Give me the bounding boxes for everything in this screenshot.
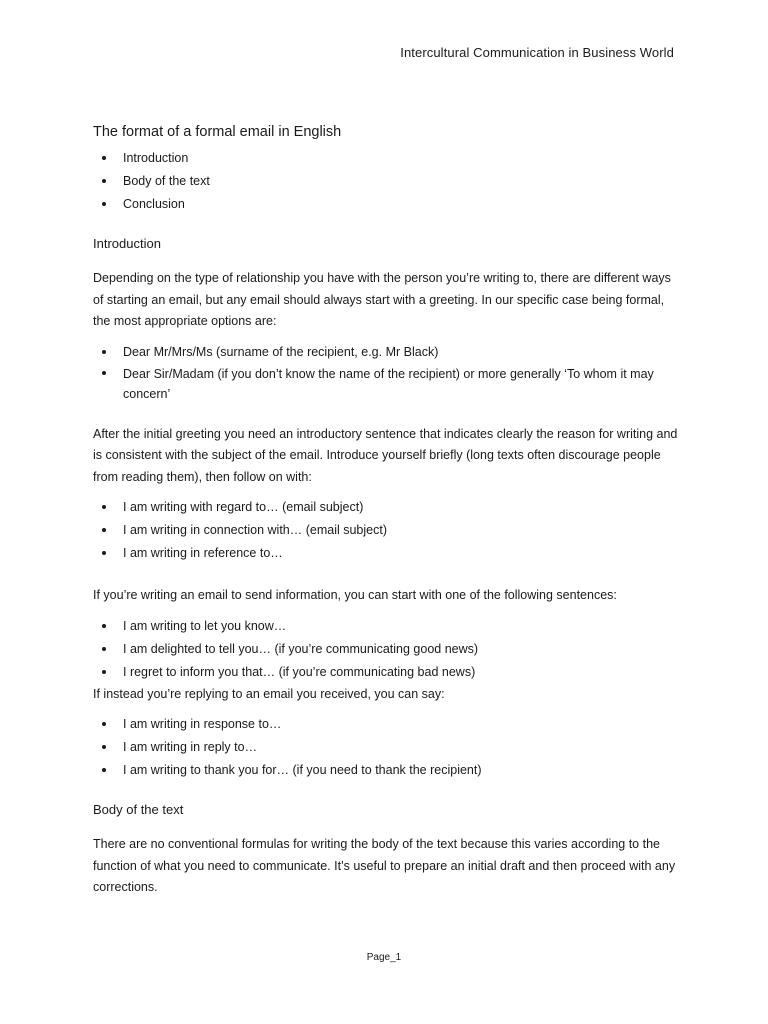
list-item: I am writing in reply to… bbox=[93, 736, 683, 759]
list-item: Introduction bbox=[93, 147, 683, 170]
send-info-list bbox=[93, 615, 683, 684]
list-item: Dear Sir/Madam (if you don’t know the name of the recipient) or more generally ‘To whom it may concern’ bbox=[93, 364, 683, 404]
running-header: Intercultural Communication in Business World bbox=[400, 45, 674, 60]
list-item: I am writing in connection with… (email subject) bbox=[93, 519, 683, 542]
document-title: The format of a formal email in English bbox=[93, 124, 342, 140]
list-item: I am delighted to tell you… (if you’re communicating good news) bbox=[93, 638, 683, 661]
list-item: Body of the text bbox=[93, 170, 683, 193]
section-heading-introduction: Introduction bbox=[93, 236, 161, 251]
section-heading-body: Body of the text bbox=[93, 802, 184, 817]
reply-list bbox=[93, 713, 683, 782]
list-item: I am writing to thank you for… (if you need to thank the recipient) bbox=[93, 759, 683, 782]
page-number: Page_1 bbox=[366, 952, 402, 963]
paragraph: There are no conventional formulas for writing the body of the text because this varies according to the function of what you need to communicate. It’s useful to prepare an initial draft and then proceed with any corrections. bbox=[93, 837, 676, 894]
paragraph: If you’re writing an email to send information, you can start with one of the following sentences: bbox=[93, 588, 617, 602]
list-item: I am writing in response to… bbox=[93, 713, 683, 736]
paragraph: Depending on the type of relationship you have with the person you’re writing to, there are different ways of starting an email, but any email should always start with a greeting. In our specific case being formal, the most appropriate options are: bbox=[93, 271, 671, 328]
list-item: I am writing with regard to… (email subject) bbox=[93, 496, 683, 519]
greetings-list bbox=[93, 341, 683, 404]
list-item: I am writing to let you know… bbox=[93, 615, 683, 638]
paragraph: If instead you’re replying to an email you received, you can say: bbox=[93, 686, 445, 701]
list-item: I am writing in reference to… bbox=[93, 542, 683, 565]
list-item: Dear Mr/Mrs/Ms (surname of the recipient, e.g. Mr Black) bbox=[93, 341, 683, 364]
paragraph: After the initial greeting you need an introductory sentence that indicates clearly the reason for writing and is consistent with the subject of the email. Introduce yourself briefly (long texts often discourage people from reading them), then follow on with: bbox=[93, 426, 678, 484]
list-item: Conclusion bbox=[93, 193, 683, 216]
page-content bbox=[93, 122, 683, 899]
intro-phrases-list bbox=[93, 496, 683, 565]
list-item: I regret to inform you that… (if you’re communicating bad news) bbox=[93, 661, 683, 684]
outline-list bbox=[93, 147, 683, 216]
